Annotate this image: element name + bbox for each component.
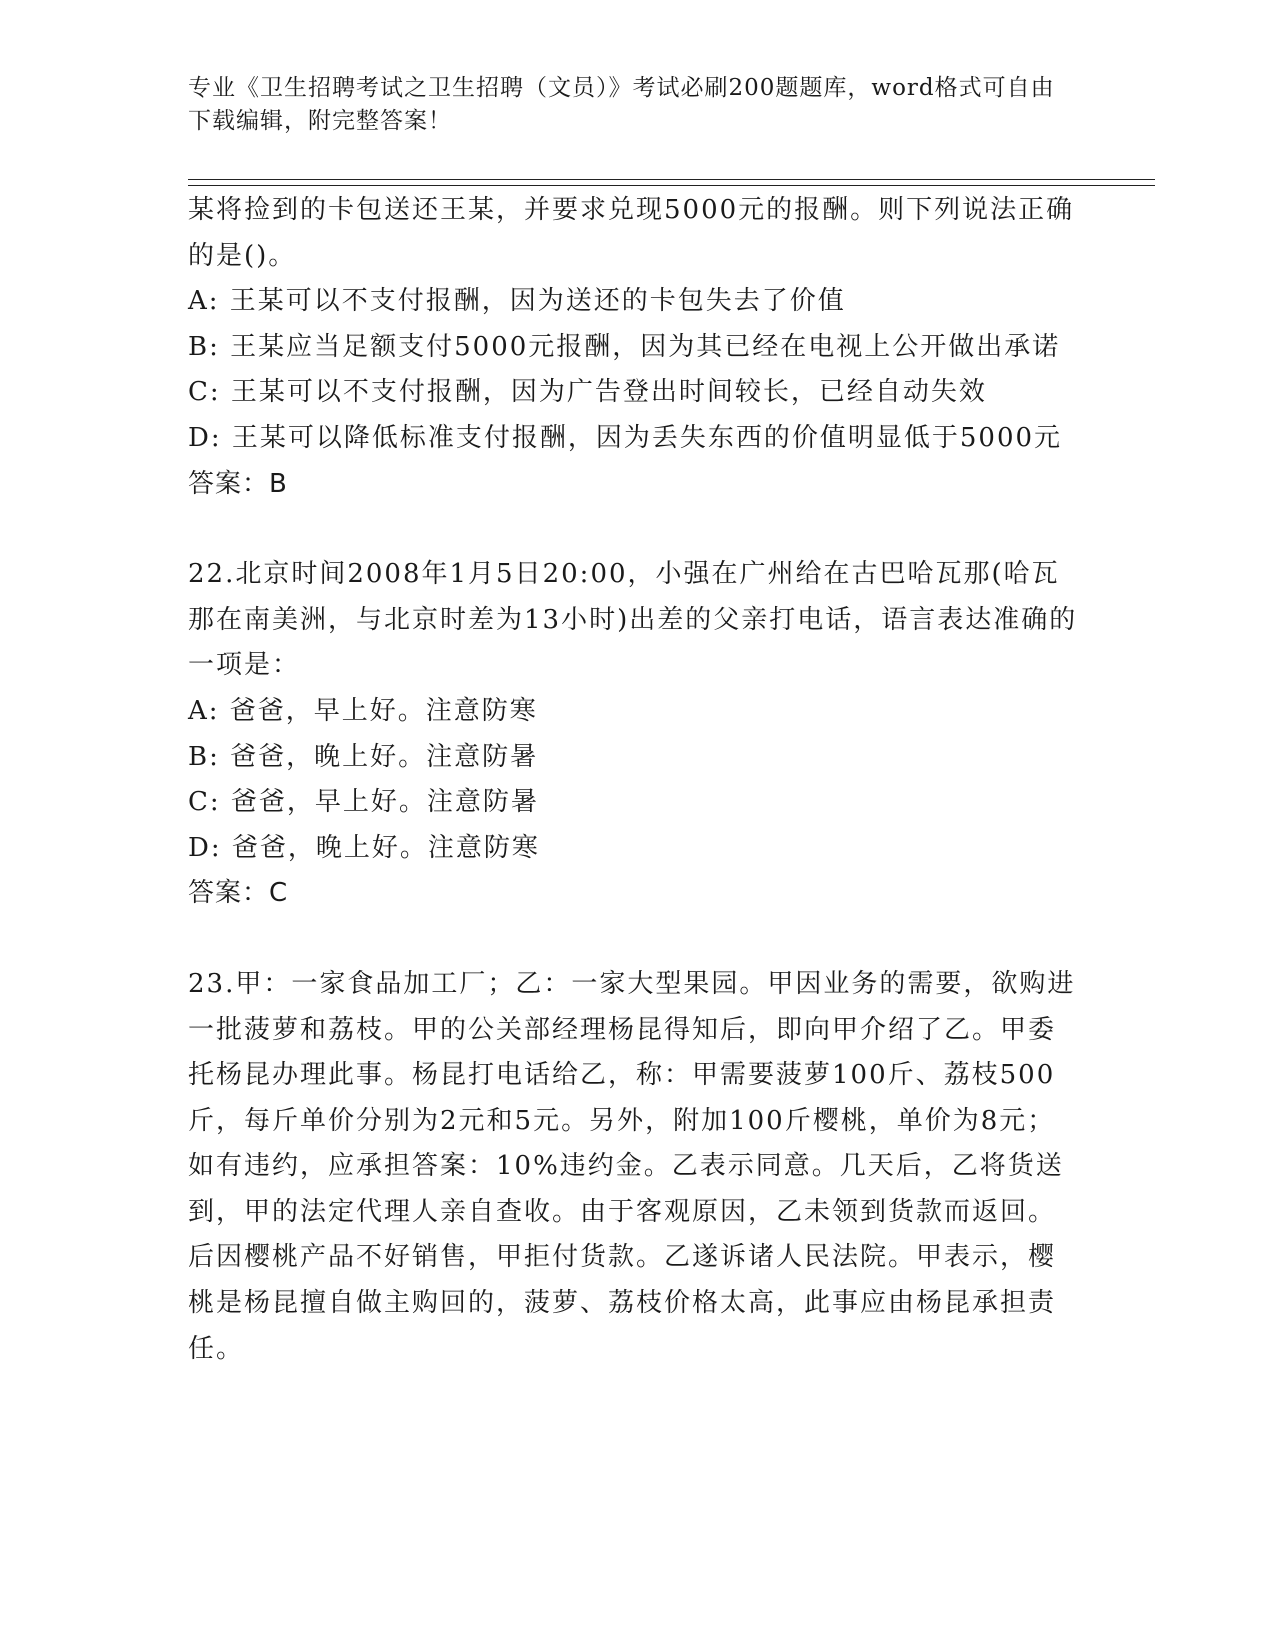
option-c: C: 王某可以不支付报酬，因为广告登出时间较长，已经自动失效 (188, 377, 987, 408)
question-21 (188, 188, 1078, 507)
option-a: A: 王某可以不支付报酬，因为送还的卡包失去了价值 (188, 286, 846, 317)
spacer (188, 507, 1078, 552)
question-22 (188, 552, 1078, 917)
question-stem: 22.北京时间2008年1月5日20:00，小强在广州给在古巴哈瓦那(哈瓦那在南美洲，与北京时差为13小时)出差的父亲打电话，语言表达准确的一项是： (188, 559, 1078, 681)
option-b: B: 王某应当足额支付5000元报酬，因为其已经在电视上公开做出承诺 (188, 331, 1061, 362)
option-d: D: 爸爸，晚上好。注意防寒 (188, 832, 540, 863)
question-23 (188, 962, 1078, 1372)
answer-line: 答案：B (188, 468, 288, 499)
header-divider-top (188, 179, 1155, 180)
page-header: 专业《卫生招聘考试之卫生招聘（文员）》考试必刷200题题库，word格式可自由下载编辑，附完整答案！ (188, 75, 1055, 134)
question-stem: 23.甲：一家食品加工厂；乙：一家大型果园。甲因业务的需要，欲购进一批菠萝和荔枝。甲的公关部经理杨昆得知后，即向甲介绍了乙。甲委托杨昆办理此事。杨昆打电话给乙，称：甲需要菠萝100斤、荔枝500斤，每斤单价分别为2元和5元。另外，附加100斤樱桃，单价为8元；如有违约，应承担答案：10%违约金。乙表示同意。几天后，乙将货送到，甲的法定代理人亲自查收。由于客观原因，乙未领到货款而返回。后因樱桃产品不好销售，甲拒付货款。乙遂诉诸人民法院。甲表示，樱桃是杨昆擅自做主购回的，菠萝、荔枝价格太高，此事应由杨昆承担责任。 (188, 968, 1076, 1364)
document-body (188, 188, 1078, 1372)
spacer (188, 917, 1078, 962)
option-d: D: 王某可以降低标准支付报酬，因为丢失东西的价值明显低于5000元 (188, 422, 1063, 453)
option-c: C: 爸爸，早上好。注意防暑 (188, 787, 539, 818)
answer-line: 答案：C (188, 878, 289, 909)
question-stem: 某将捡到的卡包送还王某，并要求兑现5000元的报酬。则下列说法正确的是()。 (188, 195, 1075, 271)
header-divider-bottom (188, 185, 1155, 186)
option-a: A: 爸爸，早上好。注意防寒 (188, 695, 538, 726)
option-b: B: 爸爸，晚上好。注意防暑 (188, 741, 539, 772)
